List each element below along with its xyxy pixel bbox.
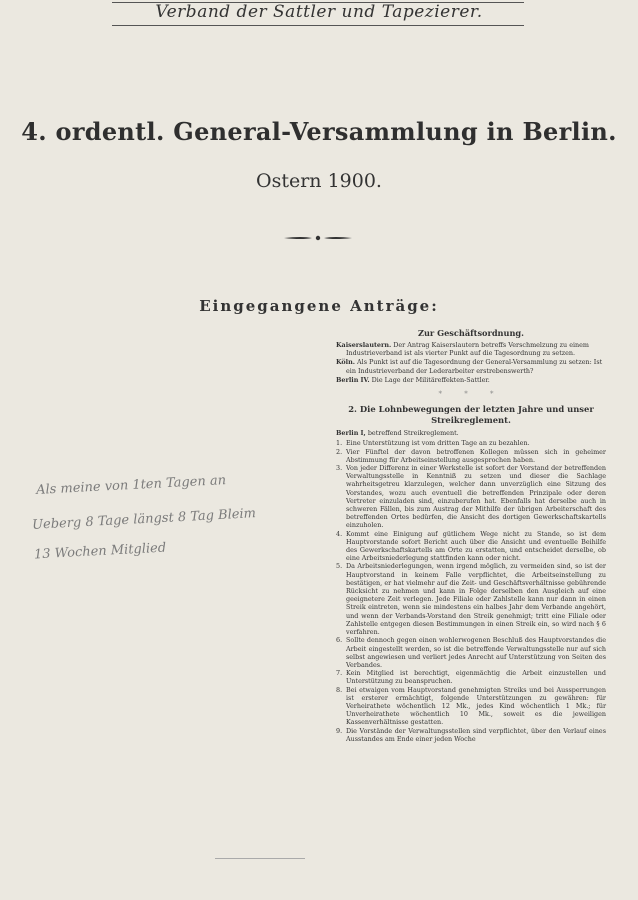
list-item [336,448,606,464]
list-item [336,562,606,636]
list-item [336,669,606,685]
item-number: 9. [336,726,343,735]
item-text: Da Arbeitsniederlegungen, wenn irgend möglich, zu vermeiden sind, so ist der Hauptvorstand in keinem Falle verpflichtet, die Arbeitseinstellung zu bestätigen, er hat vielmehr auf die Zeit- und Geschäftsverhältnisse gebührende Rücksicht zu nehmen und kann in Folge derselben den Ausgleich auf eine geeignetere Zeit verlegen. Jede Filiale oder Zahlstelle kann nur dann in einen Streik eintreten, wenn sie mindestens ein halbes Jahr dem Verbande angehört, und wenn der Verbands-Vorstand den Streik genehmigt; tritt eine Filiale oder Zahlstelle entgegen diesen Bestimmungen in einen Streik ein, so wird nach § 6 verfahren. [346,562,606,637]
handwritten-note-line-1: Als meine von 1ten Tagen an [35,473,227,498]
item-number: 7. [336,669,343,678]
motion-text: Der Antrag Kaiserslautern betreffs Verschmelzung zu einem Industrieverband ist als vierter Punkt auf die Tagesordnung zu setzen. [346,341,589,358]
page-title: 4. ordentl. General-Versammlung in Berlin. [21,117,617,146]
motion-place: Berlin IV. [336,375,370,384]
item-number: 8. [336,685,343,694]
item-number: 6. [336,636,343,645]
item-text: Von jeder Differenz in einer Werkstelle ist sofort der Vorstand der betreffenden Verwaltungsstelle in Kenntniß zu setzen und dieser die Sachlage wahrheitsgetreu klarzulegen, welcher dann unverzüglich eine Sitzung des Vorstandes, wozu auch eventuell die betreffenden Prinzipale oder deren Vertreter einzuladen sind, einzuberufen hat. Ebenfalls hat derselbe auch in schweren Fällen, bis zum Austrag der Mithilfe der übrigen Arbeiterschaft des betreffenden Ortes bedürfen, die Ansicht des dortigen Gewerkschaftskartells einzuholen. [346,464,606,530]
item-number: 3. [336,464,343,473]
motion-text: Als Punkt ist auf die Tagesordnung der General-Versammlung zu setzen: Ist ein Industrieverband der Lederarbeiter erstrebenswerth? [346,358,603,375]
ornament-divider [282,232,354,244]
list-item [336,686,606,727]
list-item [336,439,606,447]
motion-entry [336,358,606,374]
list-item [336,464,606,530]
motion-entry [336,341,606,357]
list-item [336,636,606,669]
item-text: Sollte dennoch gegen einen wohlerwogenen Beschluß des Hauptvorstandes die Arbeit eingestellt werden, so ist die betreffende Verwaltungsstelle nur auf sich selbst angewiesen und verliert jedes Anrecht auf Unterstützung von Seiten des Verbandes. [346,636,606,669]
list-item [336,530,606,563]
motion-text: Die Lage der Militäreffekten-Sattler. [371,375,490,384]
motions-column [336,328,606,743]
item-number: 2. [336,447,343,456]
item-number: 5. [336,562,343,571]
motion-entry [336,376,606,384]
handwritten-note-line-2: Ueberg 8 Tage längst 8 Tag Bleim [31,506,257,533]
list-item [336,727,606,743]
item-number: 4. [336,529,343,538]
geschaeftsordnung-heading: Zur Geschäftsordnung. [418,328,524,338]
motion-intro [336,429,606,437]
item-text: Die Vorstände der Verwaltungsstellen sind verpflichtet, über den Verlauf eines Ausstandes am Ende einer jeden Woche [346,726,606,743]
item-text: Bei etwaigen vom Hauptvorstand genehmigten Streiks und bei Aussperrungen ist ersterer ermächtigt, folgende Unterstützungen zu gewähren: für Verheirathete wöchentlich 12 Mk., jedes Kind wöchentlich 1 Mk.; für Unverheirathete wöchentlich 10 Mk., soweit es die jeweiligen Kassenverhältnisse gestatten. [346,685,606,727]
running-header: Verband der Sattler und Tapezierer. [155,2,483,22]
motion-place: Kaiserslautern. [336,341,392,349]
pencil-mark [215,858,305,859]
handwritten-note-line-3: 13 Wochen Mitglied [33,540,167,563]
item-text: Eine Unterstützung ist vom dritten Tage an zu bezahlen. [346,439,530,448]
lohnbewegungen-heading: 2. Die Lohnbewegungen der letzten Jahre und unser Streikreglement. [348,404,594,426]
section-stars: * * * [438,390,504,399]
item-text: Vier Fünftel der davon betroffenen Kollegen müssen sich in geheimer Abstimmung für Arbeitseinstellung ausgesprochen haben. [346,447,606,464]
motion-text: betreffend Streikreglement. [367,429,459,438]
header-rule-bottom [112,25,524,26]
page-subtitle: Ostern 1900. [256,170,382,192]
section-title: Eingegangene Anträge: [199,297,439,315]
motion-place: Köln. [336,358,355,367]
motion-place: Berlin I, [336,429,366,438]
item-text: Kommt eine Einigung auf gütlichem Wege nicht zu Stande, so ist dem Hauptvorstande sofort Bericht auch über die Ansicht und eventuelle Beihilfe des Gewerkschaftskartells am Orte zu erstatten, und entscheidet derselbe, ob eine Arbeitsniederlegung stattfinden kann oder nicht. [346,529,606,563]
item-text: Kein Mitglied ist berechtigt, eigenmächtig die Arbeit einzustellen und Unterstützung zu beanspruchen. [346,669,606,686]
item-number: 1. [336,439,343,448]
